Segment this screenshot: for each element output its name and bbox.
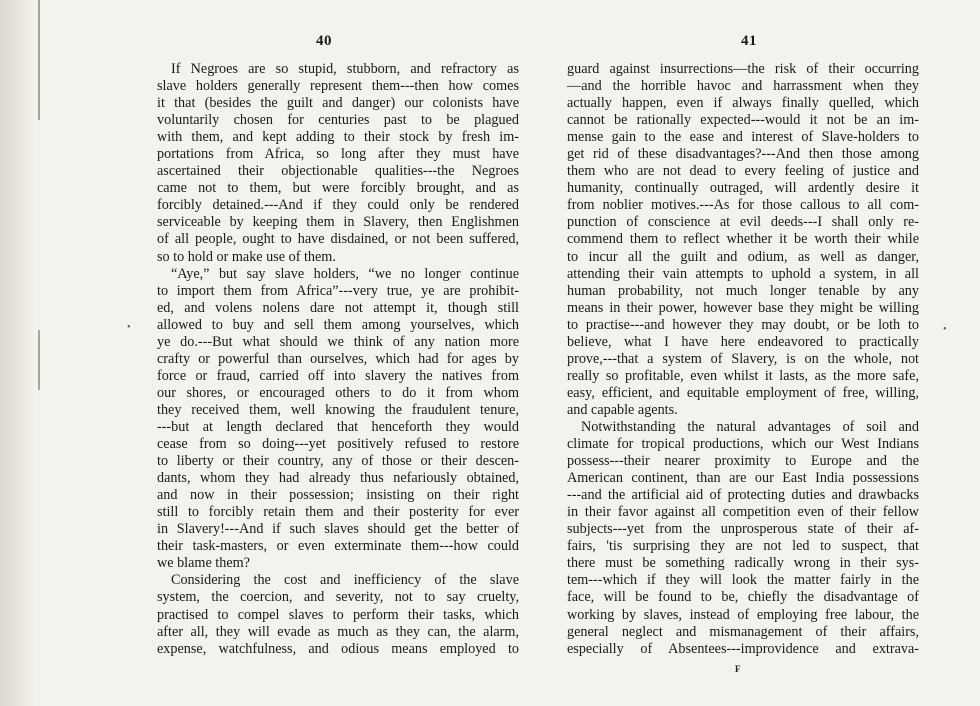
text-line: working by slaves, instead of employing free labour, the (567, 606, 919, 623)
text-line: ed, and volens nolens dare not attempt it, though still (157, 299, 519, 316)
text-line: them who are not dead to every feeling of justice and (567, 163, 919, 180)
text-line: ye do.---But what should we think of any nation more (157, 333, 519, 350)
text-line: there must be something radically wrong in their sys- (567, 555, 919, 572)
text-line: dants, whom they had already thus nefariously obtained, (157, 470, 519, 487)
text-line: still to forcibly retain them and their posterity for ever (157, 504, 519, 521)
text-line: to import them from Africa”---very true, ye are prohibit- (157, 282, 519, 299)
text-line: they received them, well knowing the fraudulent tenure, (157, 401, 519, 418)
text-line: came not to them, but were forcibly brought, and as (157, 180, 519, 197)
text-line: with them, and kept adding to their stock by fresh im- (157, 129, 519, 146)
page-edge-shadow (0, 0, 36, 706)
text-line: believe, what I have here endeavored to practically (567, 333, 919, 350)
left-page-number: 40 (316, 33, 332, 49)
text-line: actually happen, even if always finally quelled, which (567, 95, 919, 112)
text-line: cease from so doing---yet positively refused to restore (157, 436, 519, 453)
text-line: possess---their nearer proximity to Europe and the (567, 453, 919, 470)
text-line: Notwithstanding the natural advantages of soil and (581, 418, 919, 435)
text-line: in their favor against all competition even of their fellow (567, 504, 919, 521)
right-page-number: 41 (741, 33, 757, 49)
text-line: ascertained their objectionable qualities---the Negroes (157, 163, 519, 180)
text-line: their task-masters, or even exterminate them---how could (157, 538, 519, 555)
text-line: system, the coercion, and severity, not to say cruelty, (157, 589, 519, 606)
text-line: force or fraud, carried off into slavery the natives from (157, 367, 519, 384)
text-line: especially of Absentees---improvidence and extrava- (567, 640, 919, 657)
margin-dot: • (943, 324, 947, 335)
text-line: and now in their possession; insisting on their right (157, 487, 519, 504)
text-line: tem---which if they will look the matter fairly in the (567, 572, 919, 589)
text-line: we blame them? (157, 555, 250, 572)
left-page-text (157, 61, 519, 658)
text-line: If Negroes are so stupid, stubborn, and refractory as (171, 61, 519, 77)
text-line: guard against insurrections—the risk of their occurring (567, 61, 919, 77)
text-line: subjects---yet from the unprosperous state of their af- (567, 521, 919, 538)
text-line: so to hold or make use of them. (157, 248, 336, 265)
text-line: slave holders generally represent them---then how comes (157, 78, 519, 95)
text-line: cannot be rationally expected---would it not be an im- (567, 112, 919, 129)
binding-mark (38, 0, 40, 120)
text-line: it that (besides the guilt and danger) our colonists have (157, 95, 519, 112)
text-line: portations from Africa, so long after they must have (157, 146, 519, 163)
text-line: fairs, 'tis surprising they are not led to suspect, that (567, 538, 919, 555)
text-line: prove,---that a system of Slavery, is on the whole, not (567, 350, 919, 367)
text-line: crafty or powerful than ourselves, which had for ages by (157, 350, 519, 367)
text-line: and capable agents. (567, 401, 678, 418)
text-line: Considering the cost and inefficiency of the slave (171, 572, 519, 589)
text-line: expense, watchfulness, and odious means employed to (157, 640, 519, 657)
text-line: punction of conscience at evil deeds---I shall only re- (567, 214, 919, 231)
text-line: our shores, or encouraged others to do it from whom (157, 384, 519, 401)
text-line: —and the horrible havoc and harrassment when they (567, 78, 919, 95)
text-line: after all, they will evade as much as they can, the alarm, (157, 623, 519, 640)
text-line: ---but at length declared that henceforth they would (157, 418, 519, 435)
text-line: humanity, continually outraged, will ardently desire it (567, 180, 919, 197)
text-line: to practise---and however they may doubt, or be loth to (567, 316, 919, 333)
text-line: get rid of these disadvantages?---And then those among (567, 146, 919, 163)
margin-dot: • (127, 322, 131, 333)
text-line: attending their vain attempts to uphold a system, in all (567, 265, 919, 282)
text-line: allowed to buy and sell them among yourselves, which (157, 316, 519, 333)
text-line: practised to compel slaves to perform their tasks, which (157, 606, 519, 623)
signature-mark: F (735, 664, 741, 674)
text-line: “Aye,” but say slave holders, “we no longer continue (171, 265, 519, 282)
text-line: general neglect and mismanagement of their affairs, (567, 623, 919, 640)
text-line: American continent, than are our East India possessions (567, 470, 919, 487)
text-line: from noblier motives.---As for those callous to all com- (567, 197, 919, 214)
text-line: really so profitable, even whilst it lasts, as the more safe, (567, 367, 919, 384)
text-line: human probability, not much longer tenable by any (567, 282, 919, 299)
text-line: serviceable by keeping them in Slavery, then Englishmen (157, 214, 519, 231)
text-line: face, will be found to be, chiefly the disadvantage of (567, 589, 919, 606)
text-line: means in their power, however base they might be willing (567, 299, 919, 316)
text-line: forcibly detained.---And if they could only be rendered (157, 197, 519, 214)
text-line: in Slavery!---And if such slaves should get the better of (157, 521, 519, 538)
text-line: voluntarily chosen for centuries past to be plagued (157, 112, 519, 129)
text-line: to incur all the guilt and odium, as well as danger, (567, 248, 919, 265)
right-page-text (567, 61, 919, 658)
text-line: easy, efficient, and equitable employment of free, willing, (567, 384, 919, 401)
text-line: to liberty or their country, any of those or their descen- (157, 453, 519, 470)
text-line: commend them to reflect whether it be worth their while (567, 231, 919, 248)
text-line: of all people, ought to have disdained, or not been suffered, (157, 231, 519, 248)
text-line: climate for tropical productions, which our West Indians (567, 436, 919, 453)
binding-mark (38, 330, 40, 390)
text-line: mense gain to the ease and interest of Slave-holders to (567, 129, 919, 146)
text-line: ---and the artificial aid of protecting duties and drawbacks (567, 487, 919, 504)
